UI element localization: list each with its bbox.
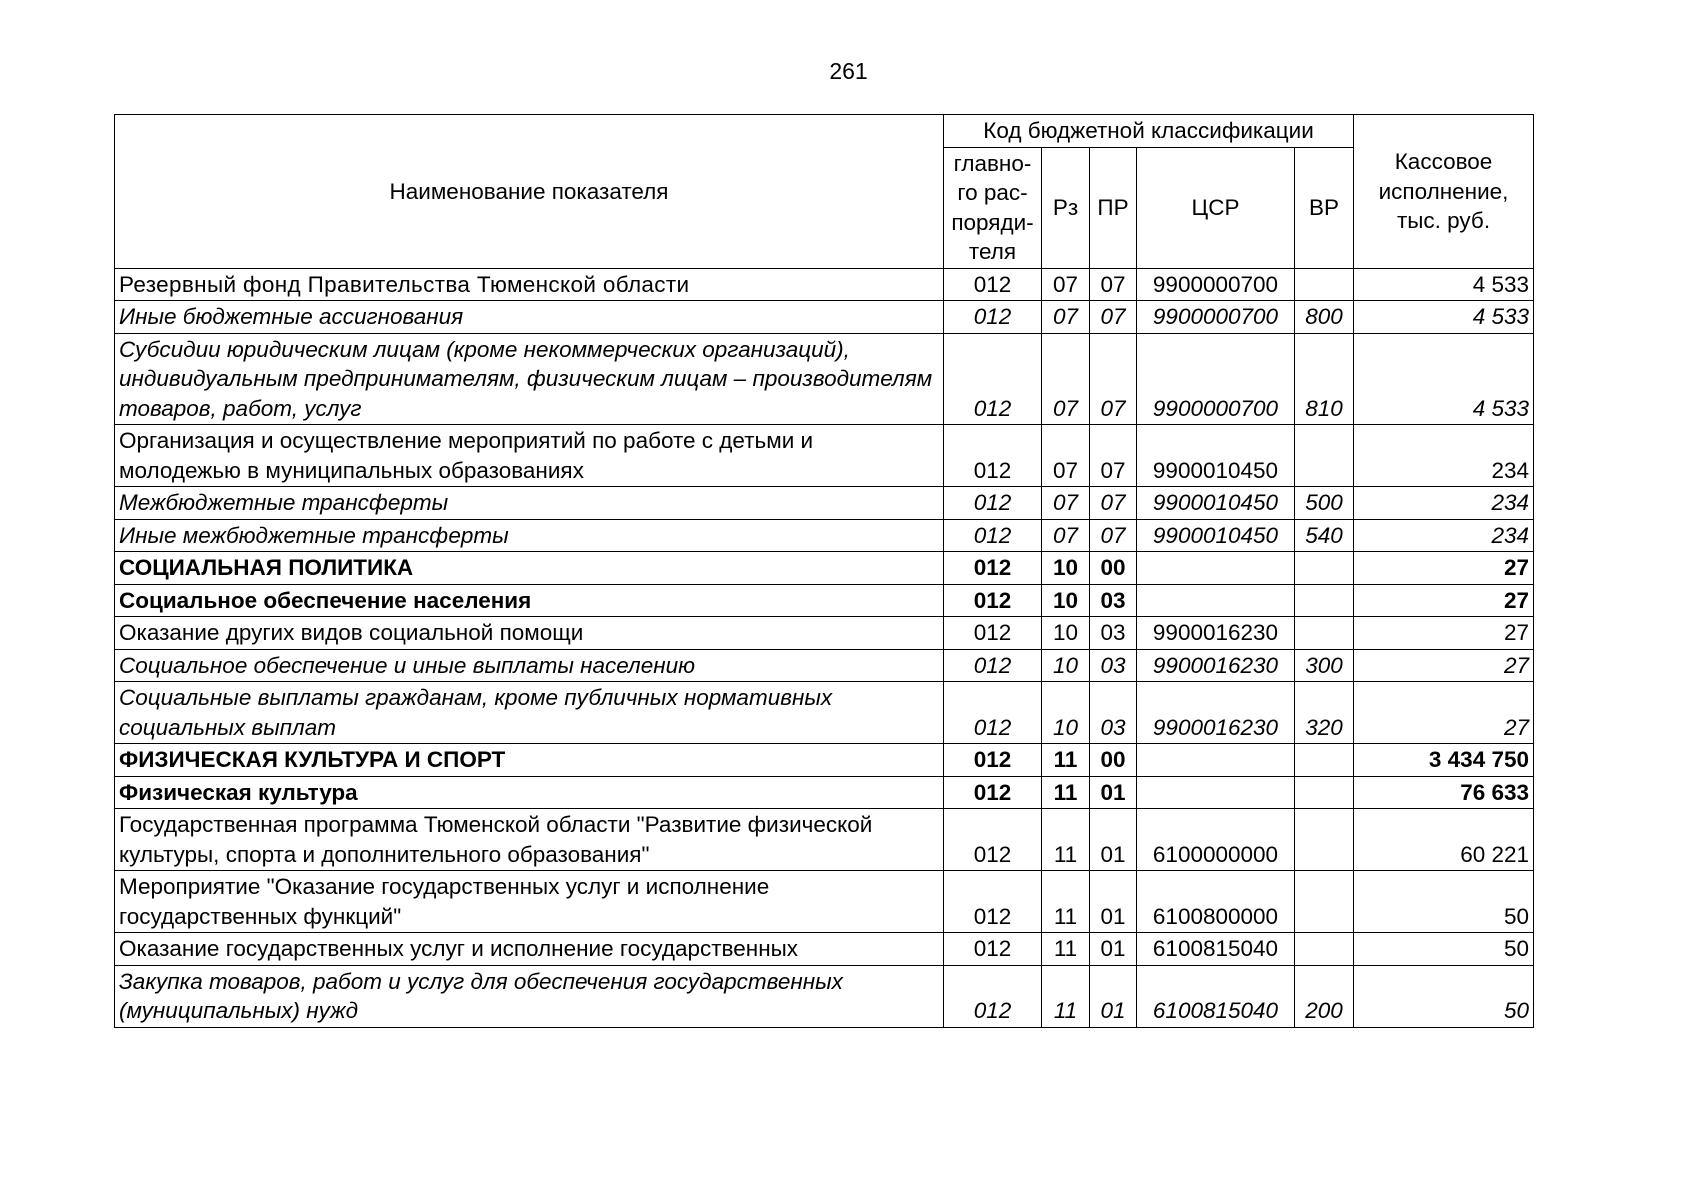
cell-vr: 540 [1295, 519, 1354, 552]
cell-rz: 10 [1042, 552, 1090, 585]
cell-pr: 03 [1090, 649, 1137, 682]
header-glav-line: го рас- [957, 180, 1028, 205]
table-row [115, 552, 1534, 585]
cell-rz: 07 [1042, 519, 1090, 552]
cell-rz: 11 [1042, 933, 1090, 966]
table-row [115, 301, 1534, 334]
cell-rz: 10 [1042, 649, 1090, 682]
cell-csr: 9900010450 [1137, 487, 1295, 520]
cell-name: Иные межбюджетные трансферты [115, 519, 944, 552]
table-row [115, 333, 1534, 425]
cell-csr [1137, 776, 1295, 809]
cell-pr: 01 [1090, 871, 1137, 933]
budget-table [114, 114, 1534, 1028]
table-row [115, 965, 1534, 1027]
table-row [115, 487, 1534, 520]
header-kassovoe [1354, 115, 1534, 269]
cell-pr: 07 [1090, 333, 1137, 425]
cell-csr: 6100800000 [1137, 871, 1295, 933]
cell-amount: 76 633 [1354, 776, 1534, 809]
cell-pr: 07 [1090, 487, 1137, 520]
cell-name: СОЦИАЛЬНАЯ ПОЛИТИКА [115, 552, 944, 585]
cell-name: ФИЗИЧЕСКАЯ КУЛЬТУРА И СПОРТ [115, 744, 944, 777]
cell-vr [1295, 933, 1354, 966]
cell-amount: 4 533 [1354, 333, 1534, 425]
cell-pr: 03 [1090, 617, 1137, 650]
cell-amount: 27 [1354, 584, 1534, 617]
cell-pr: 07 [1090, 268, 1137, 301]
cell-rz: 11 [1042, 965, 1090, 1027]
header-kassovoe-line: Кассовое [1394, 149, 1493, 174]
cell-csr: 9900000700 [1137, 301, 1295, 334]
cell-csr [1137, 744, 1295, 777]
cell-name: Социальное обеспечение и иные выплаты населению [115, 649, 944, 682]
table-row [115, 649, 1534, 682]
cell-csr: 6100000000 [1137, 809, 1295, 871]
cell-csr: 6100815040 [1137, 965, 1295, 1027]
cell-rz: 11 [1042, 776, 1090, 809]
cell-vr [1295, 871, 1354, 933]
header-rz: Рз [1042, 147, 1090, 268]
cell-vr: 320 [1295, 682, 1354, 744]
cell-pr: 01 [1090, 809, 1137, 871]
header-glav-line: поряди- [951, 209, 1034, 235]
cell-amount: 50 [1354, 933, 1534, 966]
cell-name: Оказание государственных услуг и исполнение государственных [115, 933, 944, 966]
cell-csr: 9900016230 [1137, 617, 1295, 650]
cell-pr: 07 [1090, 425, 1137, 487]
table-row [115, 682, 1534, 744]
cell-vr [1295, 809, 1354, 871]
cell-csr [1137, 552, 1295, 585]
cell-glav: 012 [944, 933, 1042, 966]
cell-amount: 234 [1354, 425, 1534, 487]
table-row [115, 617, 1534, 650]
cell-rz: 07 [1042, 425, 1090, 487]
cell-glav: 012 [944, 965, 1042, 1027]
cell-vr: 810 [1295, 333, 1354, 425]
cell-vr [1295, 584, 1354, 617]
cell-amount: 50 [1354, 965, 1534, 1027]
table-row [115, 776, 1534, 809]
table-row [115, 425, 1534, 487]
cell-glav: 012 [944, 649, 1042, 682]
cell-name: Оказание других видов социальной помощи [115, 617, 944, 650]
cell-glav: 012 [944, 425, 1042, 487]
cell-amount: 60 221 [1354, 809, 1534, 871]
header-kod-group: Код бюджетной классификации [944, 115, 1354, 148]
cell-glav: 012 [944, 682, 1042, 744]
table-row [115, 519, 1534, 552]
header-vr: ВР [1295, 147, 1354, 268]
table-row [115, 809, 1534, 871]
table-row [115, 871, 1534, 933]
header-csr: ЦСР [1137, 147, 1295, 268]
cell-name: Социальное обеспечение населения [115, 584, 944, 617]
cell-csr: 9900010450 [1137, 425, 1295, 487]
cell-vr [1295, 617, 1354, 650]
cell-pr: 07 [1090, 519, 1137, 552]
cell-glav: 012 [944, 617, 1042, 650]
cell-glav: 012 [944, 584, 1042, 617]
cell-name: Государственная программа Тюменской области "Развитие физической культуры, спорта и дополнительного образования" [115, 809, 944, 871]
header-glav-line: теля [968, 239, 1017, 264]
cell-amount: 27 [1354, 649, 1534, 682]
cell-pr: 01 [1090, 933, 1137, 966]
cell-csr [1137, 584, 1295, 617]
cell-csr: 9900010450 [1137, 519, 1295, 552]
cell-glav: 012 [944, 552, 1042, 585]
cell-vr [1295, 744, 1354, 777]
cell-amount: 234 [1354, 487, 1534, 520]
cell-pr: 01 [1090, 965, 1137, 1027]
cell-pr: 03 [1090, 682, 1137, 744]
header-name: Наименование показателя [115, 115, 944, 269]
cell-rz: 11 [1042, 744, 1090, 777]
cell-csr: 9900016230 [1137, 682, 1295, 744]
cell-rz: 11 [1042, 871, 1090, 933]
cell-name: Межбюджетные трансферты [115, 487, 944, 520]
cell-vr [1295, 776, 1354, 809]
cell-amount: 27 [1354, 552, 1534, 585]
cell-name: Резервный фонд Правительства Тюменской области [115, 268, 944, 301]
cell-pr: 00 [1090, 552, 1137, 585]
header-kassovoe-line: исполнение, [1378, 178, 1509, 204]
cell-amount: 27 [1354, 682, 1534, 744]
cell-pr: 03 [1090, 584, 1137, 617]
cell-csr: 9900016230 [1137, 649, 1295, 682]
cell-glav: 012 [944, 519, 1042, 552]
cell-rz: 10 [1042, 584, 1090, 617]
cell-glav: 012 [944, 333, 1042, 425]
cell-rz: 10 [1042, 617, 1090, 650]
cell-vr: 800 [1295, 301, 1354, 334]
header-glav-line: главно- [953, 150, 1032, 176]
cell-vr [1295, 552, 1354, 585]
cell-glav: 012 [944, 301, 1042, 334]
cell-amount: 27 [1354, 617, 1534, 650]
cell-name: Закупка товаров, работ и услуг для обеспечения государственных (муниципальных) нужд [115, 965, 944, 1027]
cell-glav: 012 [944, 268, 1042, 301]
cell-rz: 07 [1042, 268, 1090, 301]
cell-name: Иные бюджетные ассигнования [115, 301, 944, 334]
cell-rz: 07 [1042, 487, 1090, 520]
table-body [115, 268, 1534, 1027]
table-row [115, 933, 1534, 966]
cell-glav: 012 [944, 487, 1042, 520]
cell-amount: 4 533 [1354, 268, 1534, 301]
cell-rz: 10 [1042, 682, 1090, 744]
table-row [115, 268, 1534, 301]
cell-csr: 9900000700 [1137, 268, 1295, 301]
header-pr: ПР [1090, 147, 1137, 268]
cell-glav: 012 [944, 776, 1042, 809]
cell-name: Физическая культура [115, 776, 944, 809]
cell-rz: 07 [1042, 333, 1090, 425]
cell-csr: 6100815040 [1137, 933, 1295, 966]
cell-name: Субсидии юридическим лицам (кроме некоммерческих организаций), индивидуальным предпринимателям, физическим лицам – производителям товаров, работ, услуг [115, 333, 944, 425]
cell-rz: 07 [1042, 301, 1090, 334]
cell-csr: 9900000700 [1137, 333, 1295, 425]
cell-vr [1295, 425, 1354, 487]
cell-name: Организация и осуществление мероприятий по работе с детьми и молодежью в муниципальных образованиях [115, 425, 944, 487]
cell-glav: 012 [944, 809, 1042, 871]
cell-pr: 00 [1090, 744, 1137, 777]
page-number: 261 [829, 58, 868, 84]
cell-vr: 500 [1295, 487, 1354, 520]
cell-glav: 012 [944, 871, 1042, 933]
cell-vr [1295, 268, 1354, 301]
cell-rz: 11 [1042, 809, 1090, 871]
header-glav [944, 147, 1042, 268]
cell-vr: 200 [1295, 965, 1354, 1027]
cell-amount: 50 [1354, 871, 1534, 933]
header-kassovoe-line: тыс. руб. [1396, 208, 1491, 233]
table-header [115, 115, 1534, 269]
cell-amount: 234 [1354, 519, 1534, 552]
cell-amount: 4 533 [1354, 301, 1534, 334]
cell-vr: 300 [1295, 649, 1354, 682]
table-row [115, 744, 1534, 777]
table-row [115, 584, 1534, 617]
cell-name: Мероприятие "Оказание государственных услуг и исполнение государственных функций" [115, 871, 944, 933]
cell-pr: 01 [1090, 776, 1137, 809]
cell-amount: 3 434 750 [1354, 744, 1534, 777]
cell-name: Социальные выплаты гражданам, кроме публичных нормативных социальных выплат [115, 682, 944, 744]
cell-pr: 07 [1090, 301, 1137, 334]
cell-glav: 012 [944, 744, 1042, 777]
